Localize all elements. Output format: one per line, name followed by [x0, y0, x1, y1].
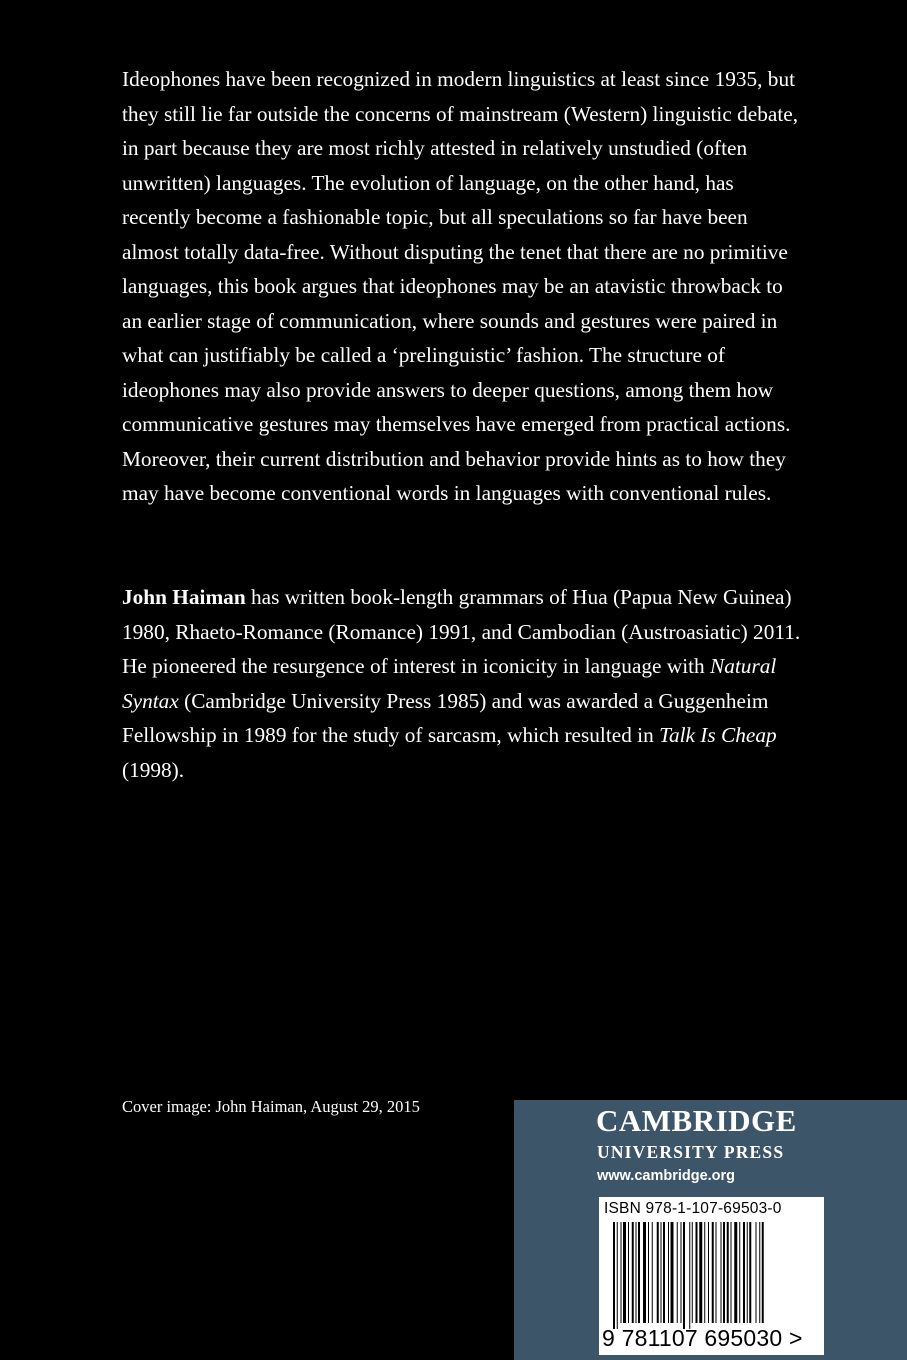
book-title-natural-syntax: Natural Syntax [122, 654, 777, 713]
barcode-bar [721, 1222, 722, 1323]
barcode-bar [661, 1222, 662, 1323]
publisher-subtitle: UNIVERSITY PRESS [597, 1142, 785, 1162]
barcode-bar [708, 1222, 709, 1323]
barcode-bar [636, 1222, 637, 1323]
barcode-bar [739, 1222, 740, 1323]
barcode-bar [692, 1222, 693, 1323]
barcode-bar [681, 1222, 682, 1323]
author-name: John Haiman [122, 585, 246, 609]
bio-text-2: (Cambridge University Press 1985) and was awarded a Guggenheim Fellowship in 1989 for the study of sarcasm, which resulted in [122, 688, 769, 747]
author-biography [122, 580, 802, 787]
barcode-bar [723, 1222, 725, 1323]
isbn-label: ISBN 978-1-107-69503-0 [604, 1200, 782, 1217]
cover-image-credit: Cover image: John Haiman, August 29, 2015 [122, 1097, 420, 1116]
barcode-bar [734, 1222, 737, 1323]
barcode-bar [699, 1222, 702, 1323]
barcode-bar [668, 1222, 669, 1323]
barcode-bar [623, 1222, 626, 1323]
barcode-bar [727, 1222, 729, 1323]
bio-text-1: has written book-length grammars of Hua (Papua New Guinea) 1980, Rhaeto-Romance (Romance) 1991, and Cambodian (Austroasiatic) 2011. He pioneered the resurgence of interest in iconicity in language with [122, 585, 801, 678]
barcode-bar [759, 1222, 760, 1323]
barcode-bar [683, 1222, 685, 1329]
barcode-bar [743, 1222, 745, 1323]
barcode-bar [712, 1222, 714, 1323]
barcode-bar [657, 1222, 659, 1323]
barcode-bar [677, 1222, 678, 1323]
barcode-bar [696, 1222, 698, 1323]
publisher-panel [514, 1100, 907, 1360]
barcode-bar [716, 1222, 717, 1323]
barcode-bar [663, 1222, 665, 1323]
barcode-bar [689, 1222, 690, 1329]
barcode-bar [762, 1222, 764, 1323]
barcode-bar [621, 1222, 622, 1323]
barcode-bar [638, 1222, 640, 1323]
barcode-bar [749, 1222, 751, 1323]
barcode-box [599, 1197, 824, 1355]
barcode-bar [613, 1222, 615, 1329]
barcode-bar [643, 1222, 646, 1323]
barcode-bar [628, 1222, 629, 1323]
barcode-bar [671, 1222, 674, 1323]
book-title-talk-is-cheap: Talk Is Cheap [659, 723, 777, 747]
barcode-bar [747, 1222, 748, 1323]
publisher-logo: CAMBRIDGE [596, 1103, 797, 1138]
barcode-bar [652, 1222, 653, 1323]
barcode-digits: 9 781107 695030 > [602, 1325, 803, 1351]
barcode-bar [731, 1222, 732, 1323]
publisher-url: www.cambridge.org [597, 1168, 736, 1184]
barcode-bar [704, 1222, 705, 1323]
barcode-bar [756, 1222, 757, 1323]
barcode-bar [648, 1222, 649, 1323]
barcode-bar [617, 1222, 618, 1329]
bio-text-3: (1998). [122, 757, 185, 782]
book-description: Ideophones have been recognized in modern linguistics at least since 1935, but they still lie far outside the concerns of mainstream (Western) linguistic debate, in part because they are most richly attested in relatively unstudied (often unwritten) languages. The evolution of language, on the other hand, has recently become a fashionable topic, but all speculations so far have been almost totally data-free. Without disputing the tenet that there are no primitive languages, this book argues that ideophones may be an atavistic throwback to an earlier stage of communication, where sounds and gestures were paired in what can justifiably be called a ‘prelinguistic’ fashion. The structure of ideophones may also provide answers to deeper questions, among them how communicative gestures may themselves have emerged from practical actions. Moreover, their current distribution and behavior provide hints as to how they may have become conventional words in languages with conventional rules. [122, 67, 799, 505]
barcode-bar [632, 1222, 634, 1323]
